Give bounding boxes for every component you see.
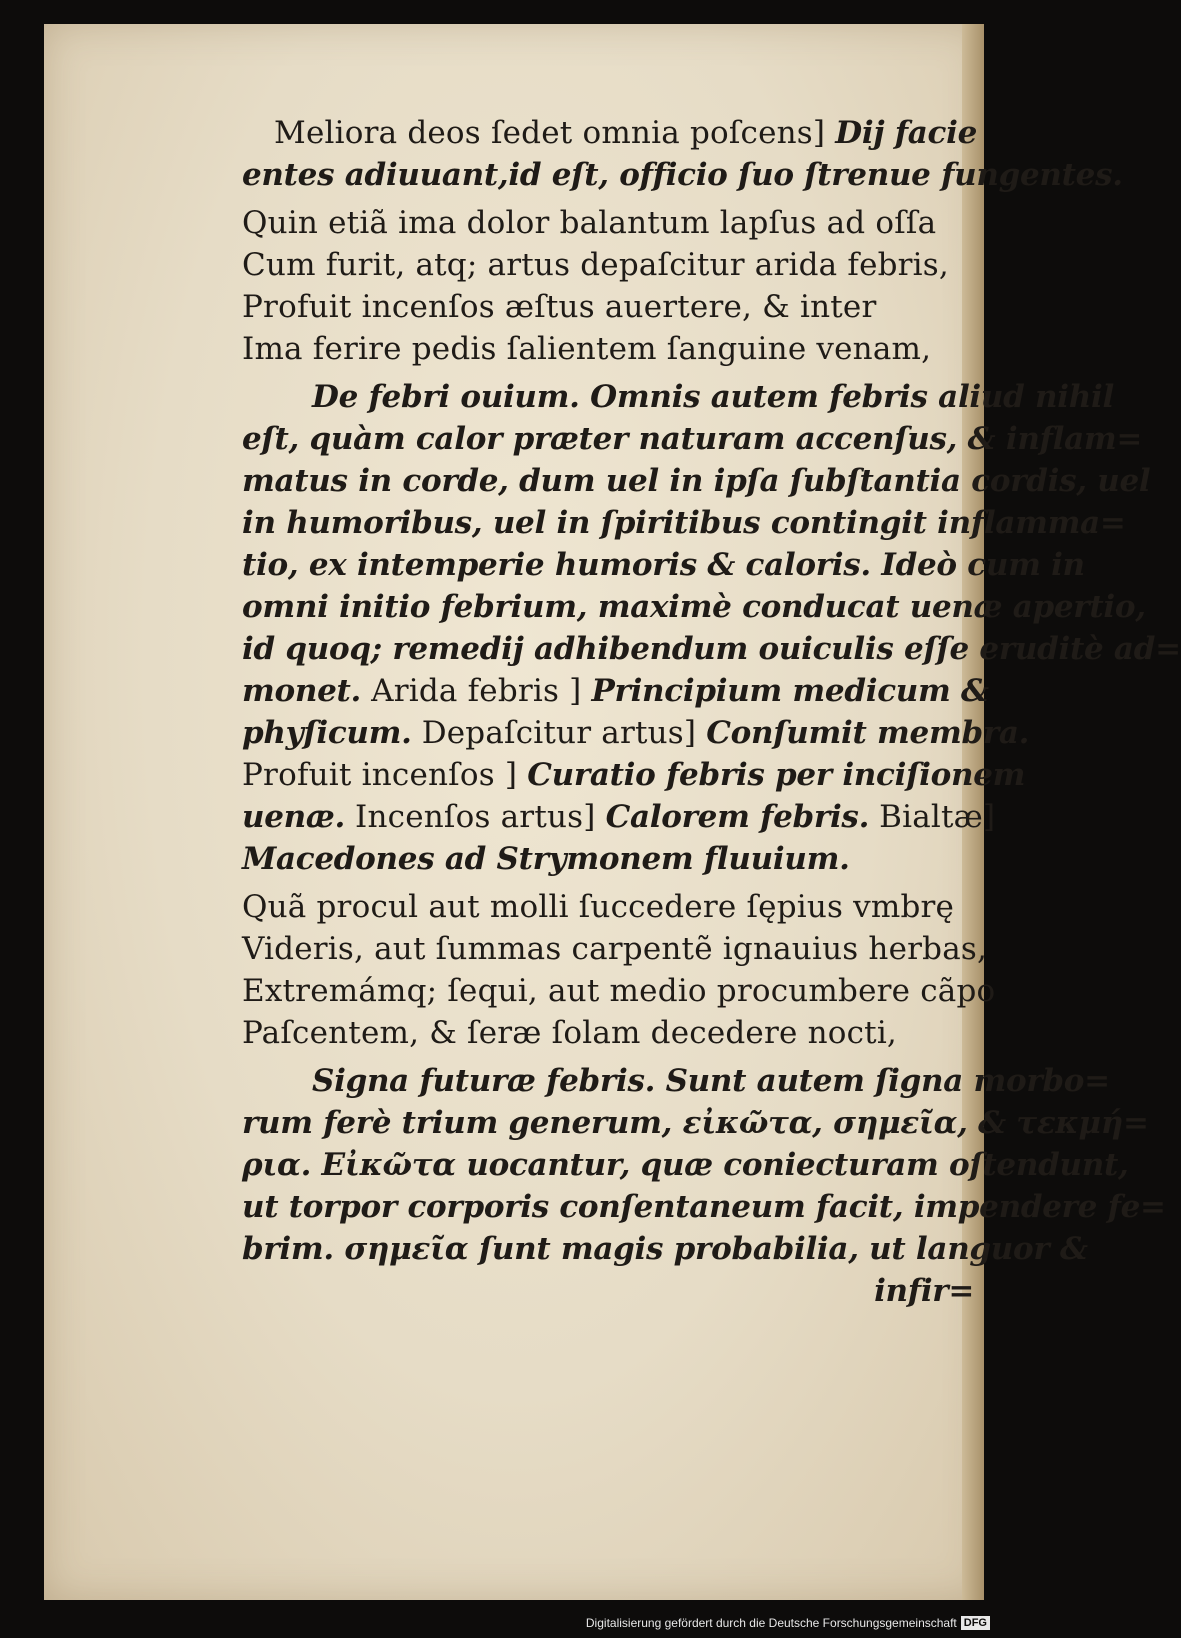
text-line <box>242 1270 978 1312</box>
gloss-italic: omni initio febrium, maximè conducat uenæ apertio, <box>242 589 1146 625</box>
verse-roman: Quin etiã ima dolor balantum lapſus ad oſſa <box>242 205 937 241</box>
dfg-logo-icon: DFG <box>961 1616 990 1630</box>
verse-roman: Arida febris ] <box>361 673 592 709</box>
text-line <box>242 112 978 154</box>
gloss-italic: Principium medicum & <box>591 673 989 709</box>
text-line <box>242 460 1151 502</box>
verse-roman: Incenſos artus] <box>344 799 606 835</box>
verse-roman: Quã procul aut molli ſuccedere ſępius vmbrę <box>242 889 955 925</box>
text-line <box>242 1228 1088 1270</box>
gloss-italic: ut torpor corporis conſentaneum facit, impendere fe= <box>242 1189 1166 1225</box>
verse-roman: Depaſcitur artus] <box>411 715 707 751</box>
gloss-italic: Dij facie <box>835 115 978 151</box>
text-line <box>242 796 996 838</box>
page-text <box>242 112 1181 1312</box>
text-line <box>242 202 978 244</box>
gloss-italic: Calorem febris. <box>605 799 870 835</box>
gloss-italic: tio, ex intemperie humoris & caloris. Ideò cum in <box>242 547 1085 583</box>
text-line <box>242 1060 1110 1102</box>
text-line <box>242 970 996 1012</box>
text-line <box>242 754 1026 796</box>
verse-roman: Profuit incenſos ] <box>242 757 528 793</box>
gloss-italic: Macedones ad Strymonem fluuium. <box>242 841 850 877</box>
text-line <box>242 586 1146 628</box>
gloss-italic: uenæ. <box>242 799 345 835</box>
verse-roman: Ima ferire pedis ſalientem ſanguine venam, <box>242 331 932 367</box>
text-line <box>242 502 1126 544</box>
text-line <box>242 418 1143 460</box>
gloss-italic: entes adiuuant,id eſt, officio ſuo ſtrenue fungentes. <box>242 157 1123 193</box>
text-line <box>242 1012 978 1054</box>
text-line <box>242 286 978 328</box>
gloss-italic: id quoq; remedij adhibendum ouiculis eſſe eruditè ad= <box>242 631 1181 667</box>
text-line <box>242 838 978 880</box>
verse-roman: Meliora deos ſedet omnia poſcens] <box>274 115 836 151</box>
text-line <box>242 928 988 970</box>
text-line <box>242 244 978 286</box>
text-line <box>242 154 1123 196</box>
text-line <box>242 328 978 370</box>
verse-roman: Paſcentem, & ſeræ ſolam decedere nocti, <box>242 1015 897 1051</box>
text-line <box>242 376 1114 418</box>
text-line <box>242 670 989 712</box>
gloss-italic: matus in corde, dum uel in ipſa ſubſtantia cordis, uel <box>242 463 1151 499</box>
verse-roman: Cum furit, atq; artus depaſcitur arida febris, <box>242 247 949 283</box>
gloss-italic: Signa futuræ febris. Sunt autem ſigna morbo= <box>312 1063 1110 1099</box>
gloss-italic: eſt, quàm calor præter naturam accenſus, & inflam= <box>242 421 1143 457</box>
text-line <box>242 544 1085 586</box>
verse-roman: Bialtæ] <box>869 799 996 835</box>
text-line <box>242 628 1181 670</box>
verse-roman: Profuit incenſos æſtus auertere, & inter <box>242 289 877 325</box>
gloss-italic: Conſumit membra. <box>706 715 1030 751</box>
dfg-credit <box>586 1616 990 1630</box>
gloss-italic: rum ferè trium generum, εἰκῶτα, σημεῖα, & τεκμή= <box>242 1105 1149 1141</box>
gloss-italic: brim. σημεῖα ſunt magis probabilia, ut languor & <box>242 1231 1088 1267</box>
gloss-italic: Curatio febris per inciſionem <box>527 757 1026 793</box>
verse-roman: Extremámq; ſequi, aut medio procumbere cãpo <box>242 973 996 1009</box>
gloss-italic: infir= <box>874 1273 974 1309</box>
dfg-credit-text: Digitalisierung gefördert durch die Deutsche Forschungsgemeinschaft <box>585 1616 957 1630</box>
text-line <box>242 1144 1129 1186</box>
gloss-italic: ρια. Εἰκῶτα uocantur, quæ coniecturam oſtendunt, <box>242 1147 1129 1183</box>
book-page <box>44 24 1181 1600</box>
text-line <box>242 1186 1166 1228</box>
gloss-italic: phyſicum. <box>242 715 412 751</box>
gloss-italic: in humoribus, uel in ſpiritibus contingit inflamma= <box>242 505 1126 541</box>
text-line <box>242 1102 1149 1144</box>
gloss-italic: De febri ouium. Omnis autem febris aliud nihil <box>312 379 1114 415</box>
text-line <box>242 712 1030 754</box>
verse-roman: Videris, aut ſummas carpentẽ ignauius herbas, <box>242 931 988 967</box>
text-line <box>242 886 978 928</box>
gloss-italic: monet. <box>242 673 362 709</box>
